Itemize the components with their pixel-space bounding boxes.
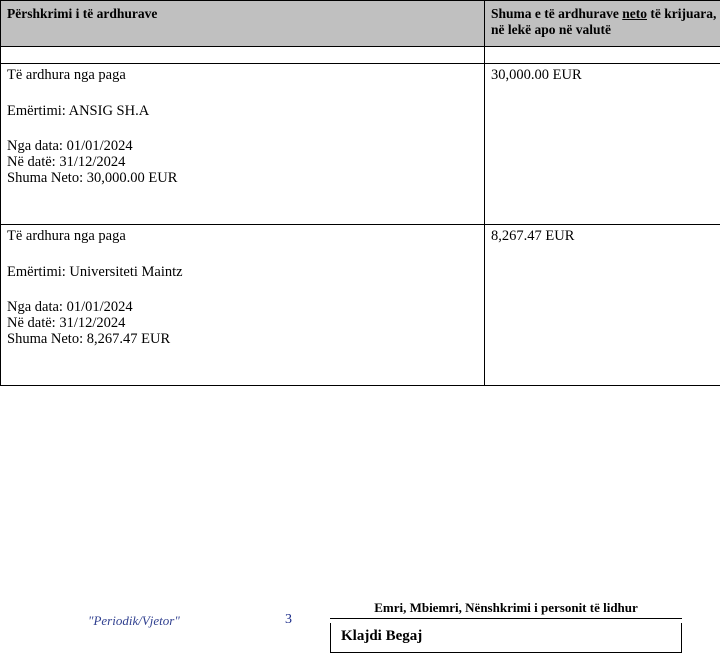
- spacer-cell-amount: [485, 47, 720, 64]
- income-to-date-2: Në datë: 31/12/2024: [7, 314, 126, 331]
- table-head: [1, 1, 720, 47]
- column-header-description: Përshkrimi i të ardhurave: [1, 1, 485, 47]
- table-row: [1, 225, 720, 386]
- spacer-cell-description: [1, 47, 485, 64]
- income-entry-description-2: [1, 225, 485, 386]
- amount-header-part1: Shuma e të ardhurave: [491, 6, 623, 21]
- income-amount-2: 8,267.47 EUR: [485, 225, 720, 386]
- income-employer-2: Emërtimi: Universiteti Maintz: [7, 263, 183, 280]
- income-employer-1: Emërtimi: ANSIG SH.A: [7, 102, 150, 119]
- income-from-date-1: Nga data: 01/01/2024: [7, 137, 133, 154]
- table-body: [1, 47, 720, 386]
- spacer: [7, 281, 478, 300]
- income-amount-1: 30,000.00 EUR: [485, 64, 720, 225]
- income-title-2: Të ardhura nga paga: [7, 228, 126, 244]
- signature-field[interactable]: [330, 623, 682, 653]
- spacer: [7, 245, 478, 265]
- amount-header-part2: të krijuara, në lekë apo në valutë: [491, 6, 717, 37]
- spacer: [7, 120, 478, 139]
- signature-block: [330, 600, 682, 653]
- income-from-date-2: Nga data: 01/01/2024: [7, 298, 133, 315]
- table-header-row: [1, 1, 720, 47]
- income-entry-description-1: [1, 64, 485, 225]
- footer-document-type: "Periodik/Vjetor": [88, 613, 180, 628]
- signature-name: Klajdi Begaj: [341, 627, 423, 644]
- amount-header-underlined: neto: [622, 6, 647, 21]
- spacer: [7, 84, 478, 104]
- income-to-date-1: Në datë: 31/12/2024: [7, 153, 126, 170]
- income-net-1: Shuma Neto: 30,000.00 EUR: [7, 169, 178, 186]
- income-title-1: Të ardhura nga paga: [7, 67, 126, 83]
- income-net-2: Shuma Neto: 8,267.47 EUR: [7, 330, 171, 347]
- table-spacer-row: [1, 47, 720, 64]
- signature-title: Emri, Mbiemri, Nënshkrimi i personit të lidhur: [330, 600, 682, 619]
- page-footer: [0, 600, 720, 655]
- column-header-amount: [485, 1, 720, 47]
- footer-page-number: 3: [285, 612, 292, 627]
- table-row: [1, 64, 720, 225]
